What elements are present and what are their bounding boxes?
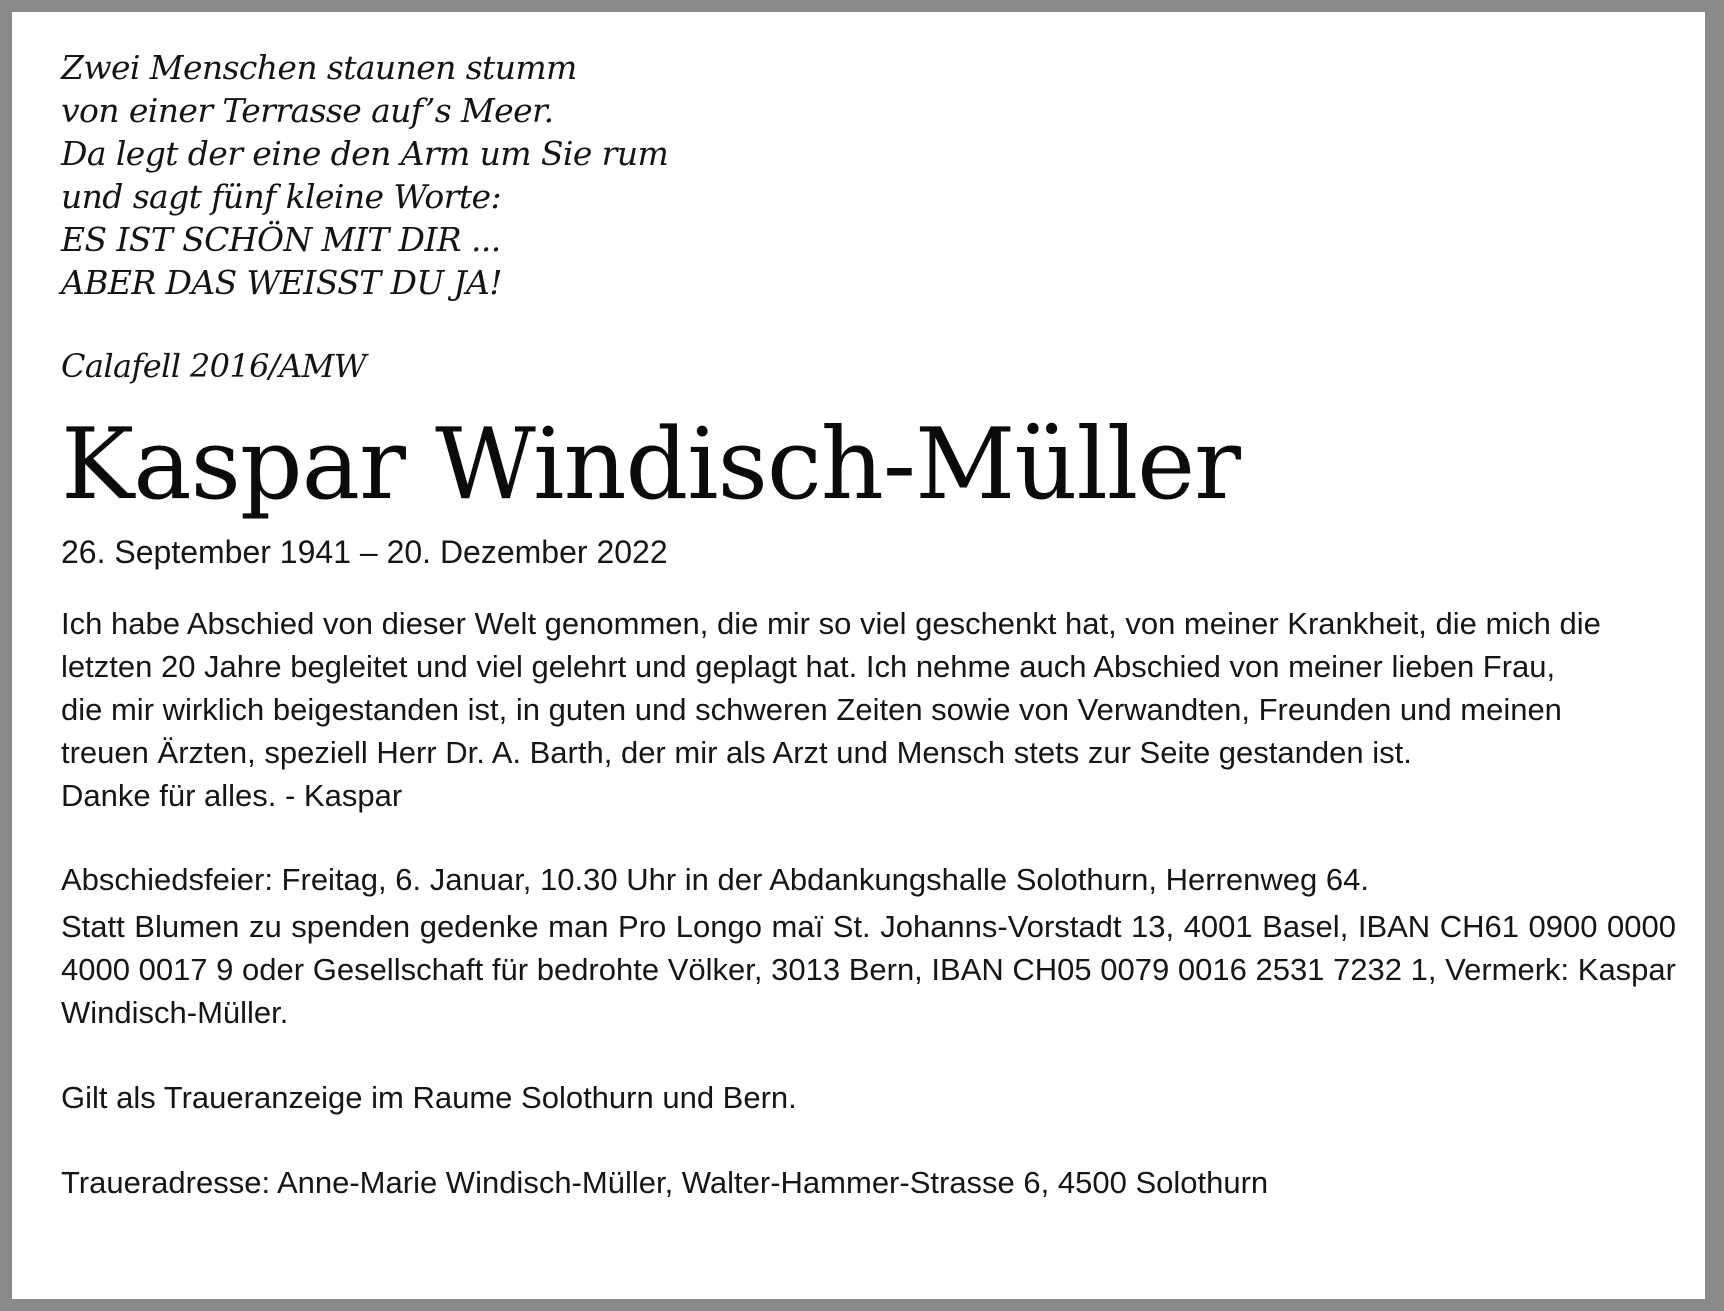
deceased-name: Kaspar Windisch-Müller bbox=[61, 408, 1241, 522]
poem bbox=[61, 46, 1676, 304]
obituary-page bbox=[12, 12, 1705, 1299]
message-line: Ich habe Abschied von dieser Welt genommen, die mir so viel geschenkt hat, von meiner Krankheit, die mich die bbox=[61, 606, 1601, 641]
obituary-content bbox=[61, 46, 1676, 1204]
life-dates: 26. September 1941 – 20. Dezember 2022 bbox=[61, 534, 668, 570]
ceremony-info: Abschiedsfeier: Freitag, 6. Januar, 10.30 Uhr in der Abdankungshalle Solothurn, Herrenweg 64. bbox=[61, 862, 1369, 897]
poem-line: Zwei Menschen staunen stumm bbox=[61, 48, 577, 87]
farewell-message bbox=[61, 602, 1676, 817]
message-line: letzten 20 Jahre begleitet und viel gelehrt und geplagt hat. Ich nehme auch Abschied von meiner lieben Frau, bbox=[61, 649, 1556, 684]
poem-signature: Calafell 2016/AMW bbox=[61, 347, 367, 385]
donation-info: Statt Blumen zu spenden gedenke man Pro Longo maï St. Johanns-Vorstadt 13, 4001 Basel, IBAN CH61 0900 0000 4000 0017 9 oder Gesellschaft für bedrohte Völker, 3013 Bern, IBAN CH05 0079 0016 2531 7232 1, Vermerk: Kaspar Windisch-Müller. bbox=[61, 909, 1676, 1030]
mourning-address: Traueradresse: Anne-Marie Windisch-Müller, Walter-Hammer-Strasse 6, 4500 Solothurn bbox=[61, 1165, 1269, 1200]
poem-line: ES IST SCHÖN MIT DIR ... bbox=[61, 220, 501, 259]
message-line: treuen Ärzten, speziell Herr Dr. A. Barth, der mir als Arzt und Mensch stets zur Seite gestanden ist. bbox=[61, 735, 1412, 770]
poem-line: von einer Terrasse auf’s Meer. bbox=[61, 91, 554, 130]
poem-line: Da legt der eine den Arm um Sie rum bbox=[61, 134, 669, 173]
message-line: die mir wirklich beigestanden ist, in guten und schweren Zeiten sowie von Verwandten, Freunden und meinen bbox=[61, 692, 1562, 727]
poem-line: ABER DAS WEISST DU JA! bbox=[61, 263, 502, 302]
poem-line: und sagt fünf kleine Worte: bbox=[61, 177, 501, 216]
notice-text: Gilt als Traueranzeige im Raume Solothurn und Bern. bbox=[61, 1080, 797, 1115]
message-closing: Danke für alles. - Kaspar bbox=[61, 778, 403, 813]
